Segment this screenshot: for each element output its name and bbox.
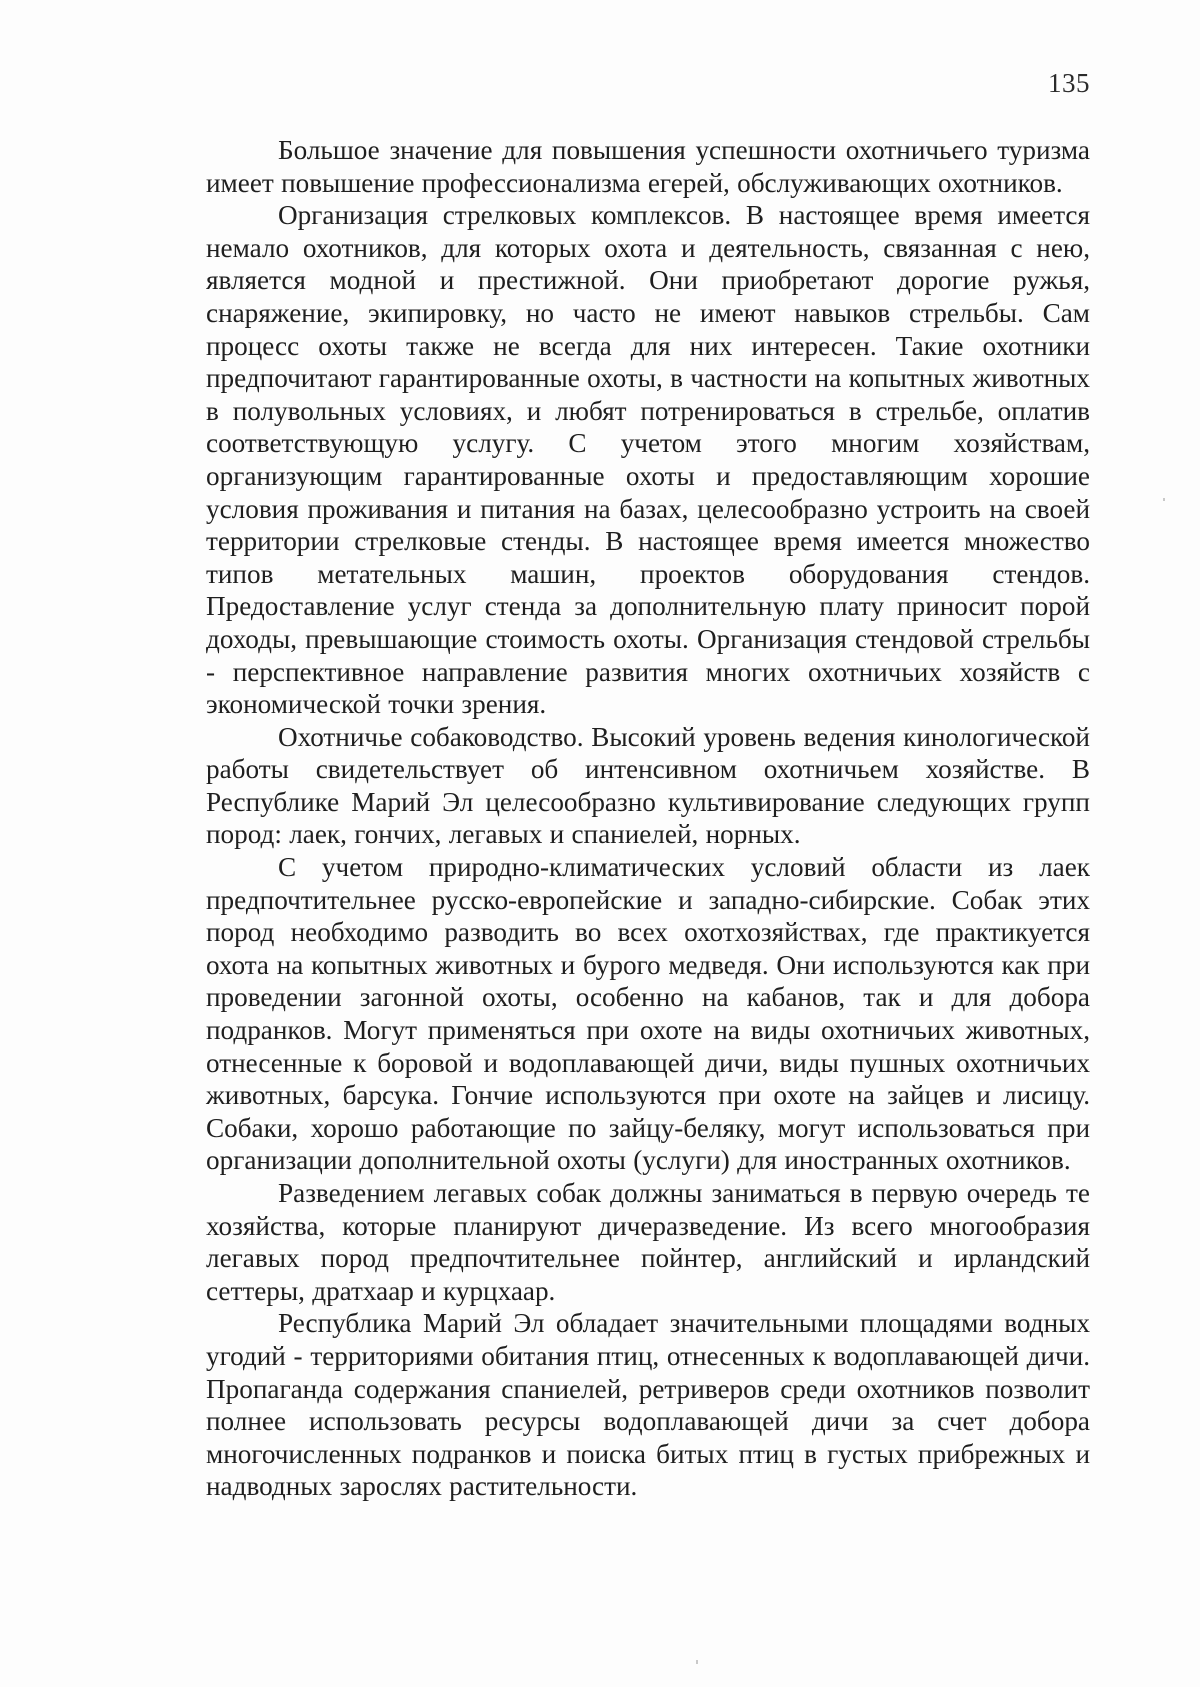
paragraph-gamekeepers: Большое значение для повышения успешности охотничьего туризма имеет повышение профессионализма егерей, обслуживающих охотников. [206,135,1090,198]
paragraph-hunting-dog-breeding: Охотничье собаководство. Высокий уровень ведения кинологической работы свидетельствует об интенсивном охотничьем хозяйстве. В Республике Марий Эл целесообразно культивирование следующих групп пород: лаек, гончих, легавых и спаниелей, норных. [206,721,1090,850]
page-number: 135 [1048,68,1090,98]
paragraph-pointing-dogs: Разведением легавых собак должны заниматься в первую очередь те хозяйства, которые планируют дичеразведение. Из всего многообразия легавых пород предпочтительнее пойнтер, английский и ирландский сеттеры, дратхаар и курцхаар. [206,1178,1090,1306]
scan-speck [696,1660,698,1664]
body-text [206,134,1090,1503]
paragraph-shooting-complexes: Организация стрелковых комплексов. В настоящее время имеется немало охотников, для которых охота и деятельность, связанная с нею, является модной и престижной. Они приобретают дорогие ружья, снаряжение, экипировку, но часто не имеют навыков стрельбы. Сам процесс охоты также не всегда для них интересен. Такие охотники предпочитают гарантированные охоты, в частности на копытных животных в полувольных условиях, и любят потренироваться в стрельбе, оплатив соответствующую услугу. С учетом этого многим хозяйствам, организующим гарантированные охоты и предоставляющим хорошие условия проживания и питания на базах, целесообразно устроить на своей территории стрелковые стенды. В настоящее время имеется множество типов метательных машин, проектов оборудования стендов. Предоставление услуг стенда за дополнительную плату приносит порой доходы, превышающие стоимость охоты. Организация стендовой стрельбы - перспективное направление развития многих охотничьих хозяйств с экономической точки зрения. [206,200,1090,720]
paragraph-laikas-and-hounds: С учетом природно-климатических условий области из лаек предпочтительнее русско-европейские и западно-сибирские. Собак этих пород необходимо разводить во всех охотхозяйствах, где практикуется охота на копытных животных и бурого медведя. Они используются как при проведении загонной охоты, особенно на кабанов, так и для добора подранков. Могут применяться при охоте на виды охотничьих животных, отнесенные к боровой и водоплавающей дичи, виды пушных охотничьих животных, барсука. Гончие используются при охоте на зайцев и лисицу. Собаки, хорошо работающие по зайцу-беляку, могут использоваться при организации дополнительной охоты (услуги) для иностранных охотников. [206,852,1090,1176]
scan-speck [1163,498,1165,501]
paragraph-spaniels-retrievers: Республика Марий Эл обладает значительными площадями водных угодий - территориями обитания птиц, отнесенных к водоплавающей дичи. Пропаганда содержания спаниелей, ретриверов среди охотников позволит полнее использовать ресурсы водоплавающей дичи за счет добора многочисленных подранков и поиска битых птиц в густых прибрежных и надводных зарослях растительности. [206,1308,1090,1502]
